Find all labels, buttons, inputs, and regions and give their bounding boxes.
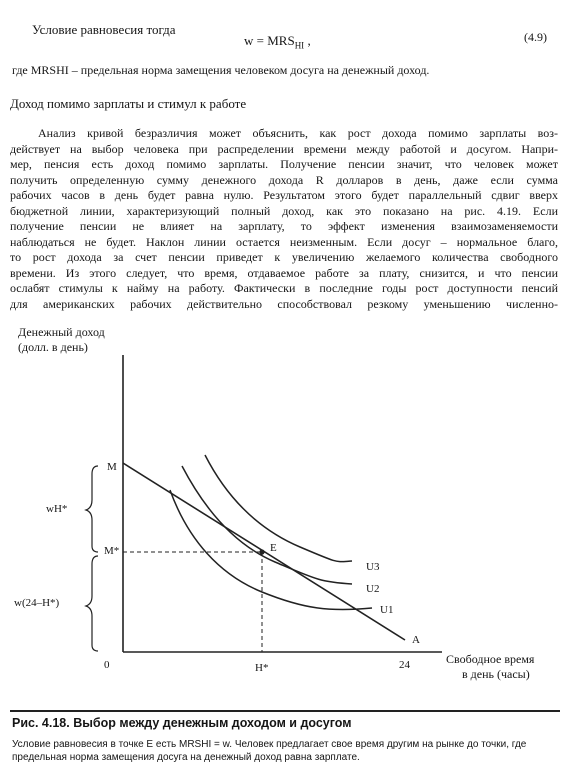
equation-lead: Условие равновесия тогда	[32, 22, 176, 37]
label-e: E	[270, 542, 277, 554]
indifference-curve-u2	[182, 466, 352, 584]
equation-formula: $w = MRS_{HI}$ ,	[244, 33, 311, 51]
body-paragraph	[10, 126, 558, 312]
paragraph-line: времени. Из этого следует, что время, отдаваемое работе за плату, снизится, и что пенсии	[10, 265, 558, 280]
paragraph-line: рабочих часов в день будет равна нулю. Результатом этого будет параллельный сдвиг вверх	[10, 188, 558, 202]
y-axis-label-line1: Денежный доход	[18, 325, 105, 339]
definition-text: где MRSHI – предельная норма замещения человеком досуга на денежный доход.	[12, 63, 430, 77]
indifference-curve-u3	[205, 455, 352, 562]
paragraph-line: наблюдаться не будет. Наклон линии остается неизменным. Если досуг – нормальное благо,	[10, 234, 558, 249]
brace-lower-label: w(24–H*)	[14, 597, 60, 609]
figure-caption-title: Рис. 4.18. Выбор между денежным доходом и досугом	[12, 716, 352, 730]
caption-rule	[10, 710, 560, 712]
brace-lower	[86, 556, 98, 651]
equilibrium-point	[259, 549, 264, 554]
y-axis-label-line2: (долл. в день)	[18, 340, 88, 354]
equation-number: (4.9)	[524, 30, 547, 44]
caption-line: предельная норма замещения досуга на денежный доход равна зарплате.	[12, 752, 360, 763]
paragraph-line: действует на выбор человека при распределении времени между работой и досугом. Напри-	[10, 141, 558, 156]
curve-label-u2: U2	[366, 583, 380, 595]
label-origin: 0	[104, 659, 110, 671]
figure-caption-body	[12, 738, 560, 764]
x-axis-label-line1: Свободное время	[446, 652, 535, 666]
paragraph-line: для американских рабочих действительно способствовал резкому уменьшению численно-	[10, 296, 558, 311]
label-m: M	[107, 461, 117, 473]
indifference-figure	[0, 300, 570, 715]
section-title: Доход помимо зарплаты и стимул к работе	[10, 96, 247, 111]
curve-label-u3: U3	[366, 561, 380, 573]
paragraph-line: получить определенную сумму денежного дохода R долларов в день, даже если сумма	[10, 172, 558, 187]
brace-upper-label: wH*	[46, 503, 68, 515]
paragraph-line: Анализ кривой безразличия может объяснить, как рост дохода помимо зарплаты воз-	[38, 126, 558, 140]
label-24: 24	[399, 659, 410, 671]
label-a: A	[412, 634, 420, 646]
paragraph-line: то рост дохода за счет пенсии приведет к увеличению желаемого количества свободного	[10, 250, 558, 264]
paragraph-line: ослабят стимулы к найму на работу. Фактически в последние годы рост доступности пенсий	[10, 281, 558, 295]
curve-label-u1: U1	[380, 604, 394, 616]
paragraph-line: бюджетной линии, характеризующий полный доход, как это показано на рис. 4.19. Если	[10, 203, 558, 218]
caption-line: Условие равновесия в точке E есть MRSHI = w. Человек предлагает свое время другим на рынке до точки, где	[12, 739, 527, 750]
label-m-star: M*	[104, 545, 120, 557]
paragraph-line: получение пенсии не влияет на зарплату, то эффект изменения взаимозаменяемости	[10, 219, 558, 233]
brace-upper	[86, 466, 98, 552]
x-axis-label-line2: в день (часы)	[462, 667, 530, 681]
paragraph-line: мер, пенсия есть доход помимо зарплаты. Получение пенсии значит, что человек может	[10, 157, 558, 171]
label-h-star: H*	[255, 662, 269, 674]
